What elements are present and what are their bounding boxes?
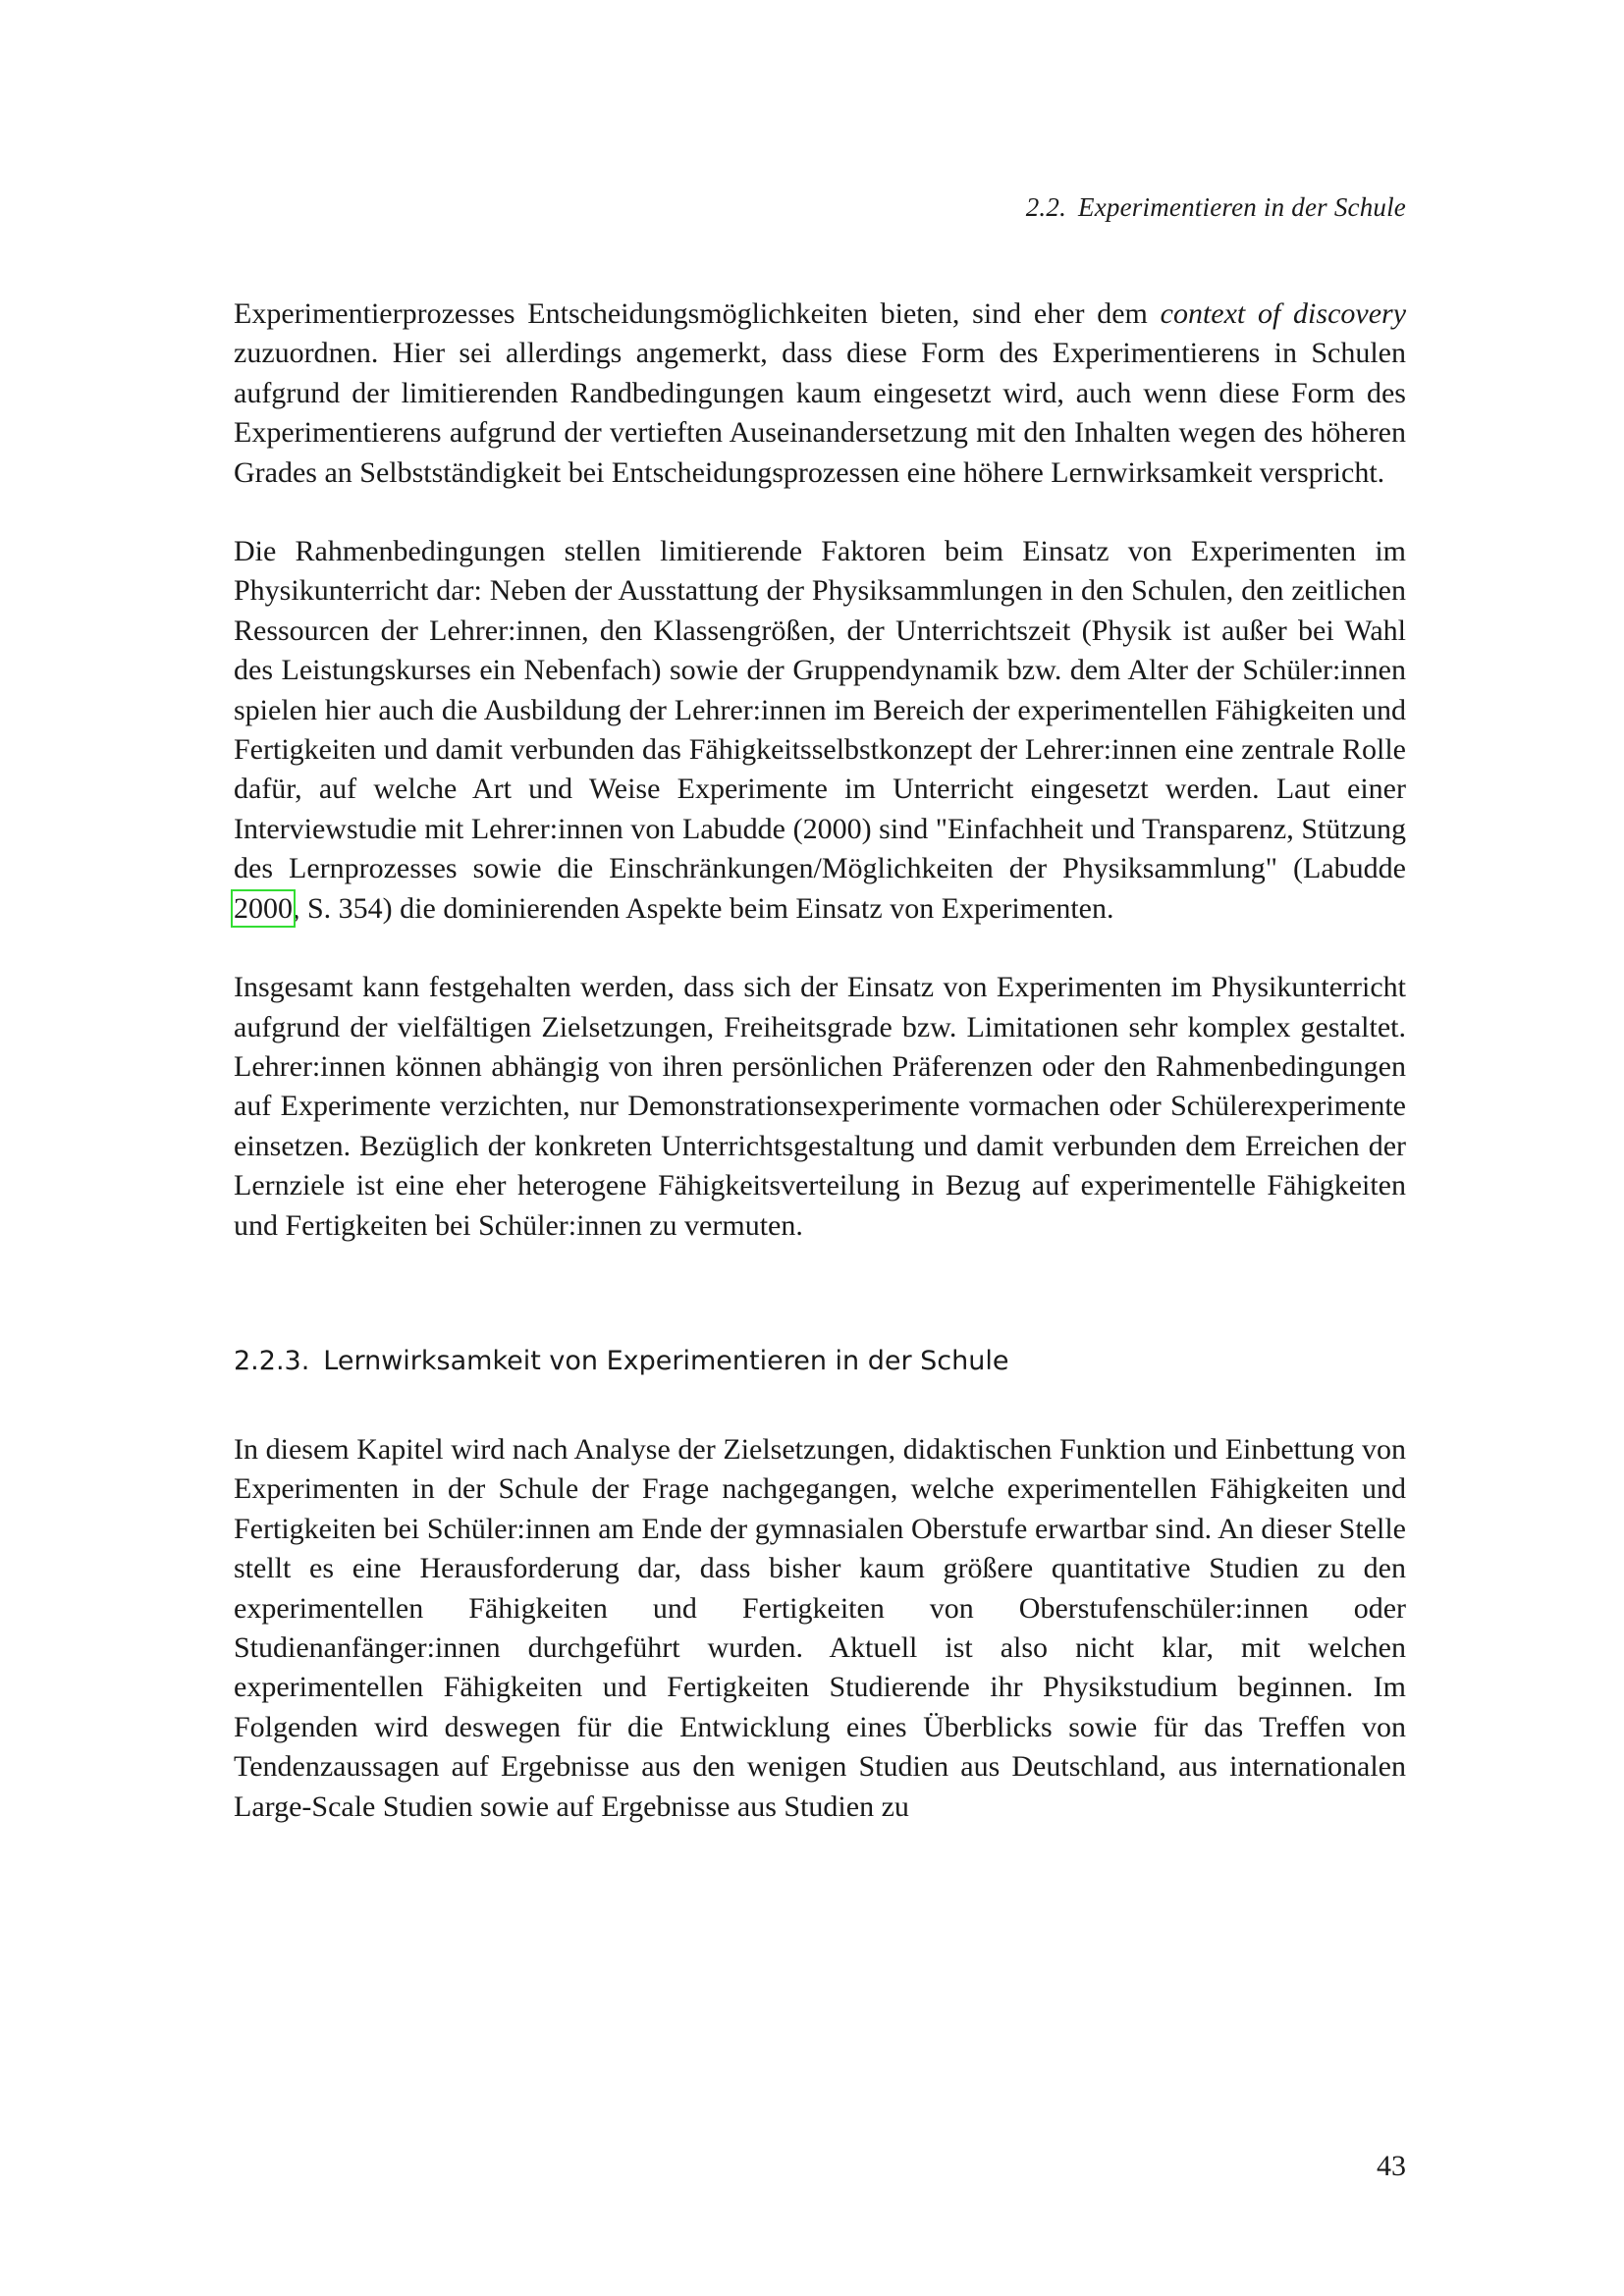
paragraph-2-text-end: , S. 354) die dominierenden Aspekte beim Einsatz von Experimenten. [293, 891, 1114, 925]
running-header [1026, 192, 1406, 223]
emphasis-context-of-discovery: context of discovery [1160, 297, 1407, 330]
heading-spacer [234, 1381, 1406, 1430]
paragraph-spacer [234, 493, 1406, 532]
section-heading-title: Lernwirksamkeit von Experimentieren in der Schule [323, 1345, 1009, 1376]
section-heading-number: 2.2.3. [234, 1345, 310, 1376]
paragraph-context-of-discovery [234, 294, 1406, 493]
paragraph-1-text-start: Experimentierprozesses Entscheidungsmöglichkeiten bieten, sind eher dem [234, 297, 1161, 330]
paragraph-insgesamt: Insgesamt kann festgehalten werden, dass sich der Einsatz von Experimenten im Physikunterricht aufgrund der vielfältigen Zielsetzungen, Freiheitsgrade bzw. Limitationen sehr komplex gestaltet. Lehrer:innen können abhängig von ihren persönlichen Präferenzen oder den Rahmenbedingungen auf Experimente verzichten, nur Demonstrationsexperimente vormachen oder Schülerexperimente einsetzen. Bezüglich der konkreten Unterrichtsgestaltung und damit verbunden dem Erreichen der Lernziele ist eine eher heterogene Fähigkeitsverteilung in Bezug auf experimentelle Fähigkeiten und Fertigkeiten bei Schüler:innen zu vermuten. [234, 971, 1406, 1242]
citation-link-labudde-2000[interactable]: 2000 [234, 891, 293, 925]
paragraph-2-text-start: Die Rahmenbedingungen stellen limitierende Faktoren beim Einsatz von Experimenten im Physikunterricht dar: Neben der Ausstattung der Physiksammlungen in den Schulen, den zeitlichen Ressourcen der Lehrer:innen, den Klassengrößen, der Unterrichtszeit (Physik ist außer bei Wahl des Leistungskurses ein Nebenfach) sowie der Gruppendynamik bzw. dem Alter der Schüler:innen spielen hier auch die Ausbildung der Lehrer:innen im Bereich der experimentellen Fähigkeiten und Fertigkeiten und damit verbunden das Fähigkeitsselbstkonzept der Lehrer:innen eine zentrale Rolle dafür, auf welche Art und Weise Experimente im Unterricht eingesetzt werden. Laut einer Interviewstudie mit Lehrer:innen von Labudde (2000) sind "Einfachheit und Transparenz, Stützung des Lernprozesses sowie die Einschränkungen/Möglichkeiten der Physiksammlung" (Labudde [234, 535, 1406, 885]
paragraph-lernwirksamkeit: In diesem Kapitel wird nach Analyse der Zielsetzungen, didaktischen Funktion und Einbettung von Experimenten in der Schule der Frage nachgegangen, welche experimentellen Fähigkeiten und Fertigkeiten bei Schüler:innen am Ende der gymnasialen Oberstufe erwartbar sind. An dieser Stelle stellt es eine Herausforderung dar, dass bisher kaum größere quantitative Studien zu den experimentellen Fähigkeiten und Fertigkeiten von Oberstufenschüler:innen oder Studienanfänger:innen durchgeführt wurden. Aktuell ist also nicht klar, mit welchen experimentellen Fähigkeiten und Fertigkeiten Studierende ihr Physikstudium beginnen. Im Folgenden wird deswegen für die Entwicklung eines Überblicks sowie für das Treffen von Tendenzaussagen auf Ergebnisse aus den wenigen Studien aus Deutschland, aus internationalen Large-Scale Studien sowie auf Ergebnisse aus Studien zu [234, 1432, 1406, 1823]
section-heading [234, 1342, 1406, 1381]
page-number: 43 [1377, 2150, 1406, 2182]
paragraph-spacer [234, 929, 1406, 968]
body-text [234, 294, 1406, 1827]
paragraph-1-text-end: zuzuordnen. Hier sei allerdings angemerkt, dass diese Form des Experimentierens in Schulen aufgrund der limitierenden Randbedingungen kaum eingesetzt wird, auch wenn diese Form des Experimentierens aufgrund der vertieften Auseinandersetzung mit den Inhalten wegen des höheren Grades an Selbstständigkeit bei Entscheidungsprozessen eine höhere Lernwirksamkeit verspricht. [234, 337, 1406, 489]
running-header-section-number: 2.2. [1025, 192, 1067, 222]
paragraph-rahmenbedingungen [234, 532, 1406, 929]
running-header-section-title: Experimentieren in der Schule [1078, 192, 1406, 222]
